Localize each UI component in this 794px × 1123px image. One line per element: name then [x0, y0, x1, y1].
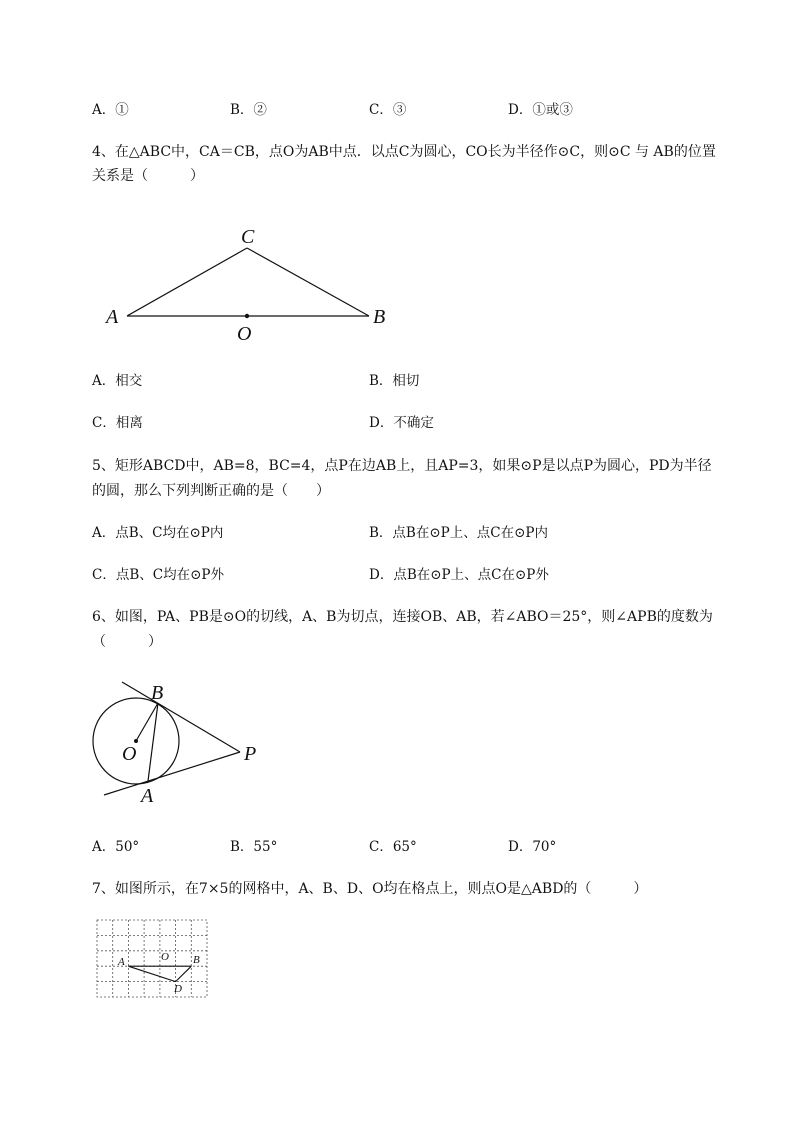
q4-option-c[interactable]: C．相离: [92, 415, 143, 431]
q7-label-b: B: [193, 954, 200, 966]
q3-option-c[interactable]: C．③: [369, 102, 407, 118]
q5-option-c[interactable]: C．点B、C均在⊙P外: [92, 567, 224, 583]
q6-label-b: B: [151, 682, 164, 704]
q5-question-line1: 5、矩形ABCD中，AB=8，BC=4，点P在边AB上，且AP=3，如果⊙P是以点P为圆心，PD为半径: [92, 458, 712, 474]
q7-label-o: O: [161, 951, 169, 963]
q5-question-line2: 的圆，那么下列判断正确的是（ ）: [92, 483, 330, 499]
q6-label-a: A: [141, 785, 154, 807]
q6-option-c[interactable]: C．65°: [369, 839, 417, 855]
q4-option-d[interactable]: D．不确定: [369, 415, 434, 431]
q6-label-o: O: [122, 743, 137, 765]
q4-option-b[interactable]: B．相切: [369, 373, 420, 389]
q7-label-a: A: [118, 956, 125, 968]
q7-question-line1: 7、如图所示，在7×5的网格中，A、B、D、O均在格点上，则点O是△ABD的（ ）: [92, 881, 648, 897]
q4-label-a: A: [106, 306, 119, 328]
q7-label-d: D: [174, 983, 182, 995]
q7-grid-lines: [97, 920, 207, 997]
q3-option-b[interactable]: B．②: [230, 102, 267, 118]
q5-option-d[interactable]: D．点B在⊙P上、点C在⊙P外: [369, 567, 549, 583]
q6-label-p: P: [244, 743, 257, 765]
q3-option-d[interactable]: D．①或③: [508, 102, 573, 118]
q4-label-c: C: [241, 226, 255, 248]
q3-option-a[interactable]: A．①: [92, 102, 129, 118]
q6-option-a[interactable]: A．50°: [92, 839, 140, 855]
q4-option-a[interactable]: A．相交: [92, 373, 143, 389]
q4-label-o: O: [237, 323, 252, 345]
q6-question-line1: 6、如图，PA、PB是⊙O的切线，A、B为切点，连接OB、AB，若∠ABO＝25°，则∠APB的度数为: [92, 609, 713, 625]
q6-option-d[interactable]: D．70°: [508, 839, 557, 855]
q4-question-line1: 4、在△ABC中，CA＝CB，点O为AB中点．以点C为圆心，CO长为半径作⊙C，则⊙C 与 AB的位置: [92, 144, 716, 160]
q6-question-line2: （ ）: [92, 634, 162, 650]
q6-option-b[interactable]: B．55°: [230, 839, 278, 855]
q4-label-b: B: [373, 306, 386, 328]
q5-option-a[interactable]: A．点B、C均在⊙P内: [92, 525, 224, 541]
q5-option-b[interactable]: B．点B在⊙P上、点C在⊙P内: [369, 525, 548, 541]
q4-question-line2: 关系是（ ）: [92, 168, 204, 184]
